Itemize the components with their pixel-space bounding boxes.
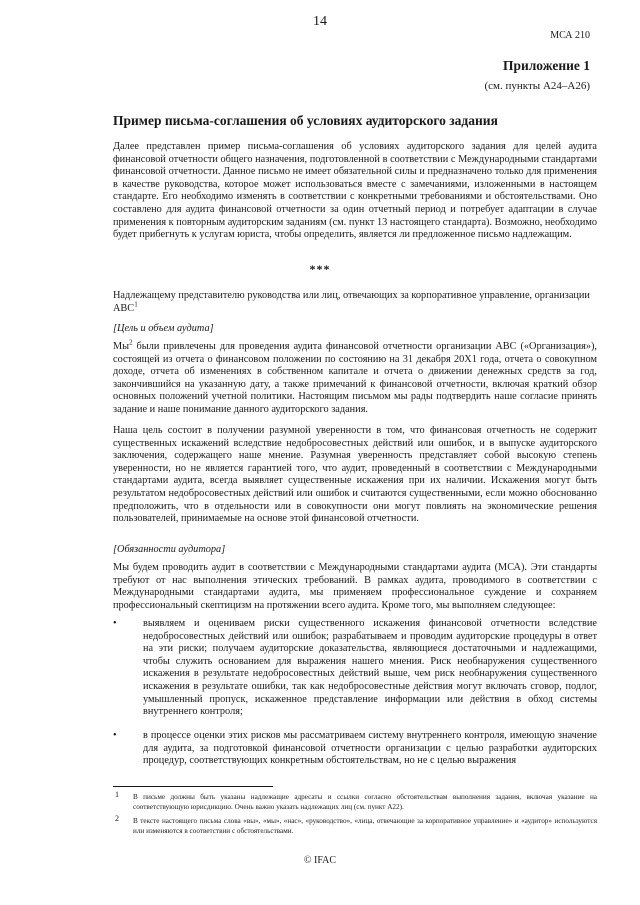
- footnote-ref-2: 2: [129, 338, 133, 347]
- page-number: 14: [313, 14, 327, 29]
- letter-title: Пример письма-соглашения об условиях аудиторского задания: [113, 113, 498, 128]
- footnote-text: В тексте настоящего письма слова «вы», «мы», «нас», «руководство», «лица, отвечающие за корпоративное управление» и «аудитор» используются или изменяются в соответствии с обстоятельствами.: [133, 817, 597, 835]
- section-heading-scope: [113, 323, 597, 336]
- appendix-title: Приложение 1: [502, 58, 590, 73]
- list-item: [113, 618, 597, 719]
- footnote-text: В письме должны быть указаны надлежащие адресаты и ссылки согласно обстоятельствам выполнения задания, включая указание на соответствующую юрисдикцию. Очень важно указать надлежащих лиц (см. пункт А22).: [133, 793, 597, 811]
- section-heading-responsibilities: [113, 544, 597, 557]
- heading-scope-text: [Цель и объем аудита]: [113, 323, 214, 334]
- footnote-number: 1: [115, 790, 119, 799]
- intro-paragraph: [113, 141, 597, 242]
- separator-stars: ***: [309, 262, 331, 276]
- responsibilities-paragraph: [113, 562, 597, 612]
- heading-responsibilities-text: [Обязанности аудитора]: [113, 544, 226, 555]
- document-code: МСА 210: [550, 30, 590, 41]
- para2-text: Наша цель состоит в получении разумной уверенности в том, что финансовая отчетность не содержит существенных искажений вследствие недобросовестных действий или ошибок, и в выпуске аудиторского заключения, содержащего наше мнение. Разумная уверенность представляет собой высокую степень уверенности, но не является гарантией того, что аудит, проведенный в соответствии с Международными стандартами аудита, всегда выявляет существенные искажения при их наличии. Искажения могут быть результатом недобросовестных действий или ошибок и считаются существенными, если можно обоснованно предположить, что в отдельности или в совокупности они могут повлиять на экономические решения пользователей, принимаемые на основе этой финансовой отчетности.: [113, 425, 597, 525]
- bullet-icon: •: [113, 618, 117, 629]
- para1-rest: были привлечены для проведения аудита финансовой отчетности организации АВС («Организация»), состоящей из отчета о финансовом положении по состоянию на 31 декабря 20Х1 года, отчета о совокупном доходе, отчета об изменениях в собственном капитале и отчета о движении денежных средств за год, закончившийся на указанную дату, а также примечаний к финансовой отчетности, включая краткий обзор основных положений учетной политики. Настоящим письмом мы рады подтвердить наше согласие принять задание и наше понимание данного аудиторского задания.: [113, 341, 597, 415]
- bullet-icon: •: [113, 730, 117, 741]
- footnote-ref-1: 1: [134, 300, 138, 309]
- addressee: [113, 290, 597, 315]
- footnote-2: [113, 816, 597, 836]
- list-item: [113, 730, 597, 768]
- footnote-number: 2: [115, 814, 119, 823]
- scope-paragraph-2: [113, 425, 597, 526]
- addressee-text: Надлежащему представителю руководства или лиц, отвечающих за корпоративное управление, организации АВС: [113, 290, 590, 314]
- copyright-footer: © IFAC: [303, 855, 337, 866]
- list-item-text: выявляем и оцениваем риски существенного искажения финансовой отчетности вследствие недобросовестных действий или ошибок; разрабатываем и проводим аудиторские процедуры в ответ на эти риски; получаем аудиторские доказательства, являющиеся достаточными и надлежащими, чтобы служить основанием для выражения нашего мнения. Риск необнаружения существенного искажения в результате недобросовестных действий выше, чем риск необнаружения существенного искажения в результате ошибки, так как недобросовестные действия могут включать сговор, подлог, умышленный пропуск, искаженное представление информации или действия в обход системы внутреннего контроля;: [143, 618, 597, 718]
- footnote-1: [113, 792, 597, 812]
- scope-paragraph-1: [113, 338, 597, 417]
- appendix-reference: (см. пункты А24–А26): [484, 80, 590, 92]
- footnote-divider: [113, 786, 273, 787]
- intro-text: Далее представлен пример письма-соглашения об условиях аудиторского задания для целей аудита финансовой отчетности общего назначения, подготовленной в соответствии с Международными стандартами финансовой отчетности. Данное письмо не имеет обязательной силы и предназначено только для применения в качестве руководства, которое может использоваться вместе с замечаниями, изложенными в настоящем стандарте. Его необходимо изменять в соответствии с конкретными требованиями и обстоятельствами. Оно составлено для аудита финансовой отчетности за один отчетный период и потребует адаптации в случае применения к повторным аудиторским заданиям (см. пункт 13 настоящего стандарта). Возможно, необходимо будет прибегнуть к услугам юриста, чтобы определить, является ли предложенное письмо надлежащим.: [113, 141, 597, 241]
- responsibilities-text: Мы будем проводить аудит в соответствии с Международными стандартами аудита (МСА). Эти стандарты требуют от нас выполнения этических требований. В рамках аудита, проводимого в соответствии с Международными стандартами аудита, мы применяем профессиональное суждение и сохраняем профессиональный скептицизм на протяжении всего аудита. Кроме того, мы выполняем следующее:: [113, 562, 597, 611]
- para1-lead: Мы: [113, 341, 130, 352]
- list-item-text: в процессе оценки этих рисков мы рассматриваем систему внутреннего контроля, имеющую значение для аудита, за подготовкой финансовой отчетности организации с целью разработки аудиторских процедур, соответствующих конкретным обстоятельствам, но не с целью выражения: [143, 730, 597, 767]
